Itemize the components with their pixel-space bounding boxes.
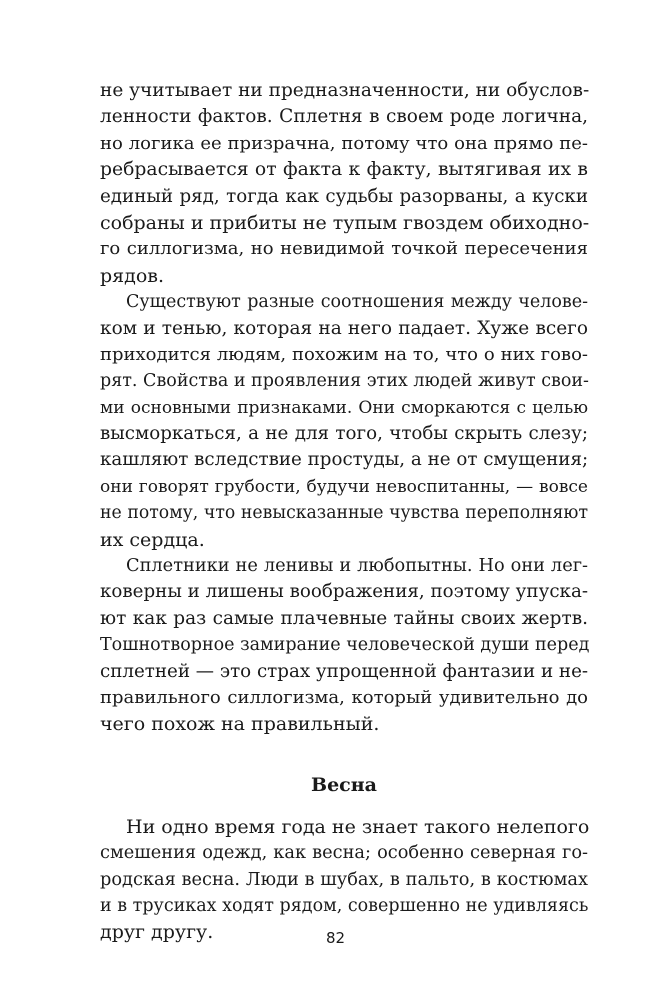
text-line: ребрасывается от факта к факту, вытягивая их в xyxy=(100,159,588,181)
paragraph-2 xyxy=(100,289,588,553)
text-line: сплетней — это страх упрощенной фантазии и не- xyxy=(100,660,589,682)
text-line: ком и тенью, которая на него падает. Хуже всего xyxy=(100,317,588,339)
text-line: Ни одно время года не знает такого нелепого xyxy=(126,815,590,838)
text-line: рят. Свойства и проявления этих людей живут свои- xyxy=(100,371,589,392)
text-line: их сердца. xyxy=(100,528,205,551)
text-line: правильного силлогизма, который удивительно до xyxy=(100,686,588,708)
section-heading: Весна xyxy=(311,773,377,796)
text-line: не учитывает ни предназначенности, ни обуслов- xyxy=(100,80,590,101)
text-line: и в трусиках ходят рядом, совершенно не удивляясь xyxy=(100,895,589,916)
text-line: они говорят грубости, будучи невоспитанны, — вовсе xyxy=(100,476,588,497)
page-number: 82 xyxy=(325,929,346,947)
text-line: высморкаться, а не для того, чтобы скрыть слезу; xyxy=(100,423,588,445)
paragraph-3 xyxy=(100,553,588,738)
text-line: Существуют разные соотношения между челове- xyxy=(126,292,588,313)
text-line: го силлогизма, но невидимой точкой пересечения xyxy=(100,238,588,260)
text-line: ми основными признаками. Они сморкаются с целью xyxy=(100,397,588,418)
text-line: единый ряд, тогда как судьбы разорваны, а куски xyxy=(100,185,588,207)
text-line: Тошнотворное замирание человеческой души перед xyxy=(100,635,590,656)
text-line: не потому, что невысказанные чувства переполняют xyxy=(100,503,588,524)
text-line: но логика ее призрачна, потому что она прямо пе- xyxy=(100,132,588,154)
text-line: Сплетники не ленивы и любопытны. Но они лег- xyxy=(126,556,588,577)
text-line: смешения одежд, как весна; особенно северная го- xyxy=(100,843,588,864)
text-line: собраны и прибиты не тупым гвоздем обиходно- xyxy=(100,211,590,234)
text-line: чего похож на правильный. xyxy=(100,713,380,736)
text-line: рядов. xyxy=(100,264,165,287)
page-body xyxy=(100,78,588,946)
text-line: ют как раз самые плачевные тайны своих жертв. xyxy=(100,607,588,629)
text-line: кашляют вследствие простуды, а не от смущения; xyxy=(100,449,589,471)
paragraph-4 xyxy=(100,814,588,946)
text-line: коверны и лишены воображения, поэтому упуска- xyxy=(100,581,588,603)
text-line: ленности фактов. Сплетня в своем роде логична, xyxy=(100,106,588,128)
text-line: родская весна. Люди в шубах, в пальто, в костюмах xyxy=(100,869,588,890)
text-line: друг другу. xyxy=(100,921,214,944)
paragraph-1 xyxy=(100,78,588,289)
text-line: приходится людям, похожим на то, что о них гово- xyxy=(100,343,588,365)
